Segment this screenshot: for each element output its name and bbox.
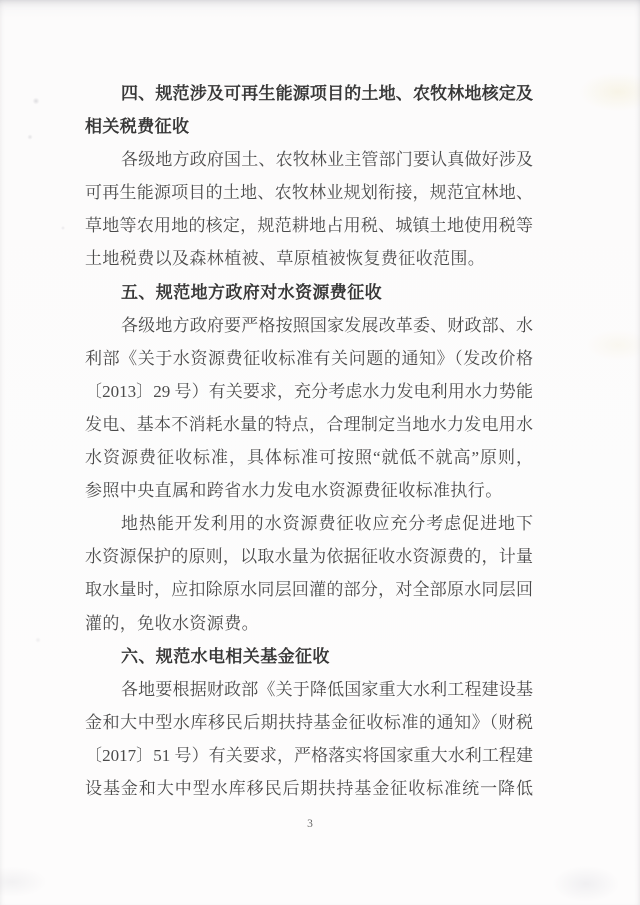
section-5-heading-line: 五、规范地方政府对水资源费征收 (121, 282, 382, 302)
body-text-line: 〔2013〕29 号）有关要求，充分考虑水力发电利用水力势能 (85, 381, 533, 401)
body-text-line: 各级地方政府要严格按照国家发展改革委、财政部、水 (121, 315, 533, 335)
page-number: 3 (307, 818, 313, 830)
body-text-line: 可再生能源项目的土地、农牧林业规划衔接，规范宜林地、 (85, 183, 533, 203)
body-text-line: 地热能开发利用的水资源费征收应充分考虑促进地下 (121, 514, 533, 534)
body-text-line: 参照中央直属和跨省水力发电水资源费征收标准执行。 (85, 481, 503, 501)
body-text-line: 水资源费征收标准，具体标准可按照“就低不就高”原则， (85, 448, 533, 468)
body-text-line: 取水量时，应扣除原水同层回灌的部分，对全部原水同层回 (85, 580, 533, 600)
body-text-line: 金和大中型水库移民后期扶持基金征收标准的通知》（财税 (85, 712, 533, 732)
body-text-line: 灌的，免收水资源费。 (85, 613, 259, 633)
body-text-line: 设基金和大中型水库移民后期扶持基金征收标准统一降低 (85, 778, 533, 798)
body-text-line: 草地等农用地的核定，规范耕地占用税、城镇土地使用税等 (85, 216, 533, 236)
body-text-line: 水资源保护的原则，以取水量为依据征收水资源费的，计量 (85, 547, 533, 567)
body-text-line: 各地要根据财政部《关于降低国家重大水利工程建设基 (121, 679, 533, 699)
document-body (85, 77, 533, 805)
section-4-heading-line: 四、规范涉及可再生能源项目的土地、农牧林地核定及 (121, 84, 533, 103)
section-6-heading-line: 六、规范水电相关基金征收 (121, 646, 330, 666)
section-4-heading-line: 相关税费征收 (85, 117, 190, 137)
body-text-line: 发电、基本不消耗水量的特点，合理制定当地水力发电用水 (85, 414, 533, 434)
body-text-line: 各级地方政府国土、农牧林业主管部门要认真做好涉及 (121, 150, 533, 170)
body-text-line: 利部《关于水资源费征收标准有关问题的通知》（发改价格 (85, 348, 533, 368)
body-text-line: 土地税费以及森林植被、草原植被恢复费征收范围。 (85, 249, 486, 269)
body-text-line: 〔2017〕51 号）有关要求，严格落实将国家重大水利工程建 (85, 745, 533, 765)
